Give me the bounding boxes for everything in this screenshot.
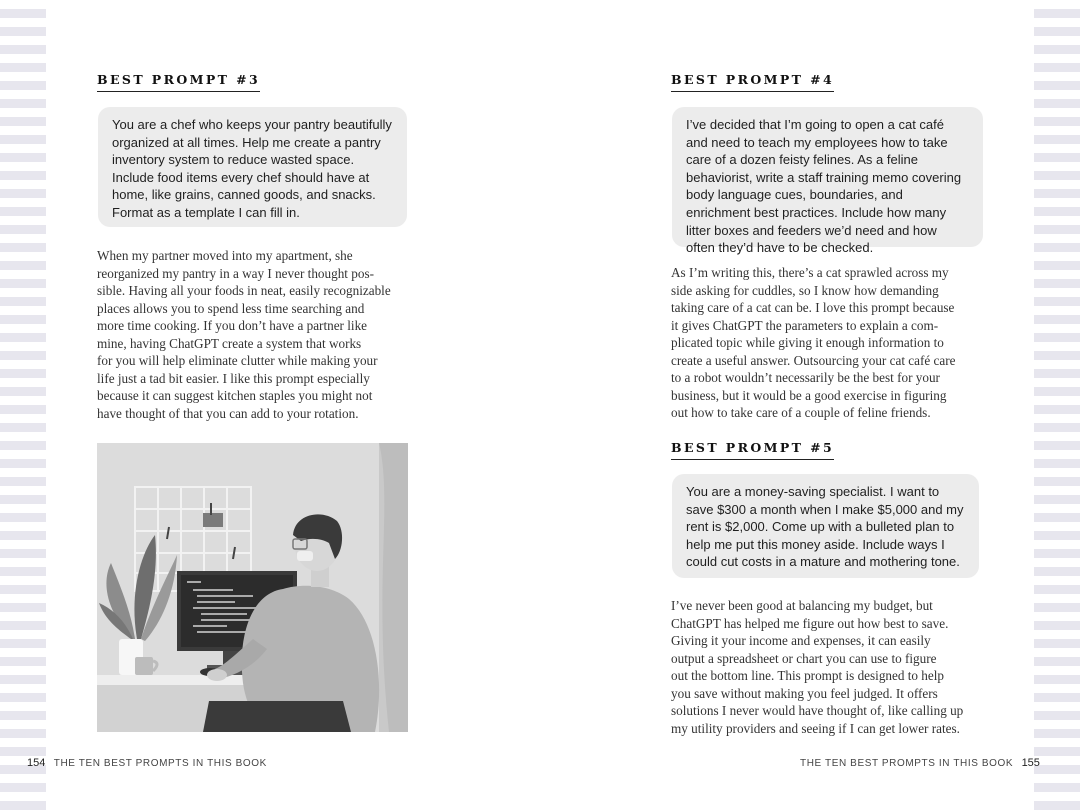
body-line: more time cooking. If you don’t have a partner like — [97, 318, 368, 333]
body-line: out how to take care of a couple of feline friends. — [671, 405, 931, 420]
body-line: reorganized my pantry in a way I never thought pos- — [97, 265, 374, 281]
body-line: life just a tad bit easier. I like this prompt especially — [97, 370, 370, 386]
body-line: create a useful answer. Outsourcing your cat café care — [671, 352, 956, 368]
body-line: have thought of that you can add to your rotation. — [97, 405, 359, 421]
body-line: mine, having ChatGPT create a system that works — [97, 335, 362, 351]
page-edge-stripes-left — [0, 0, 46, 810]
body-line: because it can suggest kitchen staples you might not — [97, 388, 373, 403]
body-line: sible. Having all your foods in neat, easily recognizable — [97, 283, 391, 298]
body-line: When my partner moved into my apartment, she — [97, 248, 353, 263]
page-number-154: 154 — [27, 757, 46, 769]
right-running-title: THE TEN BEST PROMPTS IN THIS BOOK — [800, 758, 1014, 769]
best-prompt-5-heading: BEST PROMPT #5 — [671, 440, 834, 460]
body-line: side asking for cuddles, so I know how demanding — [671, 282, 939, 298]
prompt-3-bubble — [98, 107, 407, 227]
prompt-5-bubble — [672, 474, 979, 578]
illustration-person-at-computer — [97, 443, 408, 732]
best-prompt-3-heading: BEST PROMPT #3 — [97, 72, 260, 92]
body-line: it gives ChatGPT the parameters to explain a com- — [671, 317, 939, 333]
left-running-title: THE TEN BEST PROMPTS IN THIS BOOK — [53, 758, 267, 769]
prompt-4-bubble — [672, 107, 983, 256]
left-page — [27, 0, 540, 810]
body-line: As I’m writing this, there’s a cat sprawled across my — [671, 265, 949, 280]
prompt-5-text: You are a money-saving specialist. I want to save $300 a month when I make $5,000 and my rent is $2,000. Come up with a bulleted plan to help me put this money aside. Include ways I could cut costs in a mature and mothering tone. — [686, 484, 964, 570]
prompt-4-text: I’ve decided that I’m going to open a cat café and need to teach my employees how to take care of a dozen feisty felines. As a feline behaviorist, write a staff training memo covering body language cues, boundaries, and enrichment best practices. Include how many litter boxes and feeders we’d need and how often they’d have to be checked. — [686, 117, 962, 256]
best-prompt-4-heading: BEST PROMPT #4 — [671, 72, 834, 92]
right-page — [540, 0, 1040, 810]
prompt-3-text: You are a chef who keeps your pantry beautifully organized at all times. Help me create a pantry inventory system to reduce wasted space. Include food items every chef should have at home, like grains, canned goods, and snacks. Format as a template I can fill in. — [112, 117, 392, 220]
body-line: solutions I never would have thought of, like calling up — [671, 703, 964, 718]
commentary-5 — [671, 597, 991, 737]
body-line: business, but it would be a good exercise in figuring — [671, 387, 947, 403]
commentary-3 — [97, 247, 417, 422]
body-line: to a robot wouldn’t necessarily be the best for your — [671, 370, 940, 385]
page-edge-stripes-right — [1034, 0, 1080, 810]
body-line: you save without making you feel judged. It offers — [671, 685, 938, 701]
body-line: taking care of a cat can be. I love this prompt because — [671, 300, 955, 315]
commentary-4 — [671, 264, 991, 422]
left-footer — [27, 757, 267, 769]
right-footer — [800, 757, 1040, 769]
body-line: Giving it your income and expenses, it can easily — [671, 633, 931, 648]
body-line: output a spreadsheet or chart you can use to figure — [671, 650, 937, 666]
body-line: I’ve never been good at balancing my budget, but — [671, 598, 933, 613]
body-line: out the bottom line. This prompt is designed to help — [671, 668, 945, 683]
book-spread — [27, 0, 1040, 810]
body-line: my utility providers and seeing if I can get lower rates. — [671, 720, 960, 736]
body-line: for you will help eliminate clutter while making your — [97, 353, 378, 368]
page-number-155: 155 — [1021, 757, 1040, 769]
body-line: places allows you to spend less time searching and — [97, 300, 365, 316]
body-line: ChatGPT has helped me figure out how best to save. — [671, 615, 949, 631]
body-line: plicated topic while giving it enough information to — [671, 335, 944, 350]
